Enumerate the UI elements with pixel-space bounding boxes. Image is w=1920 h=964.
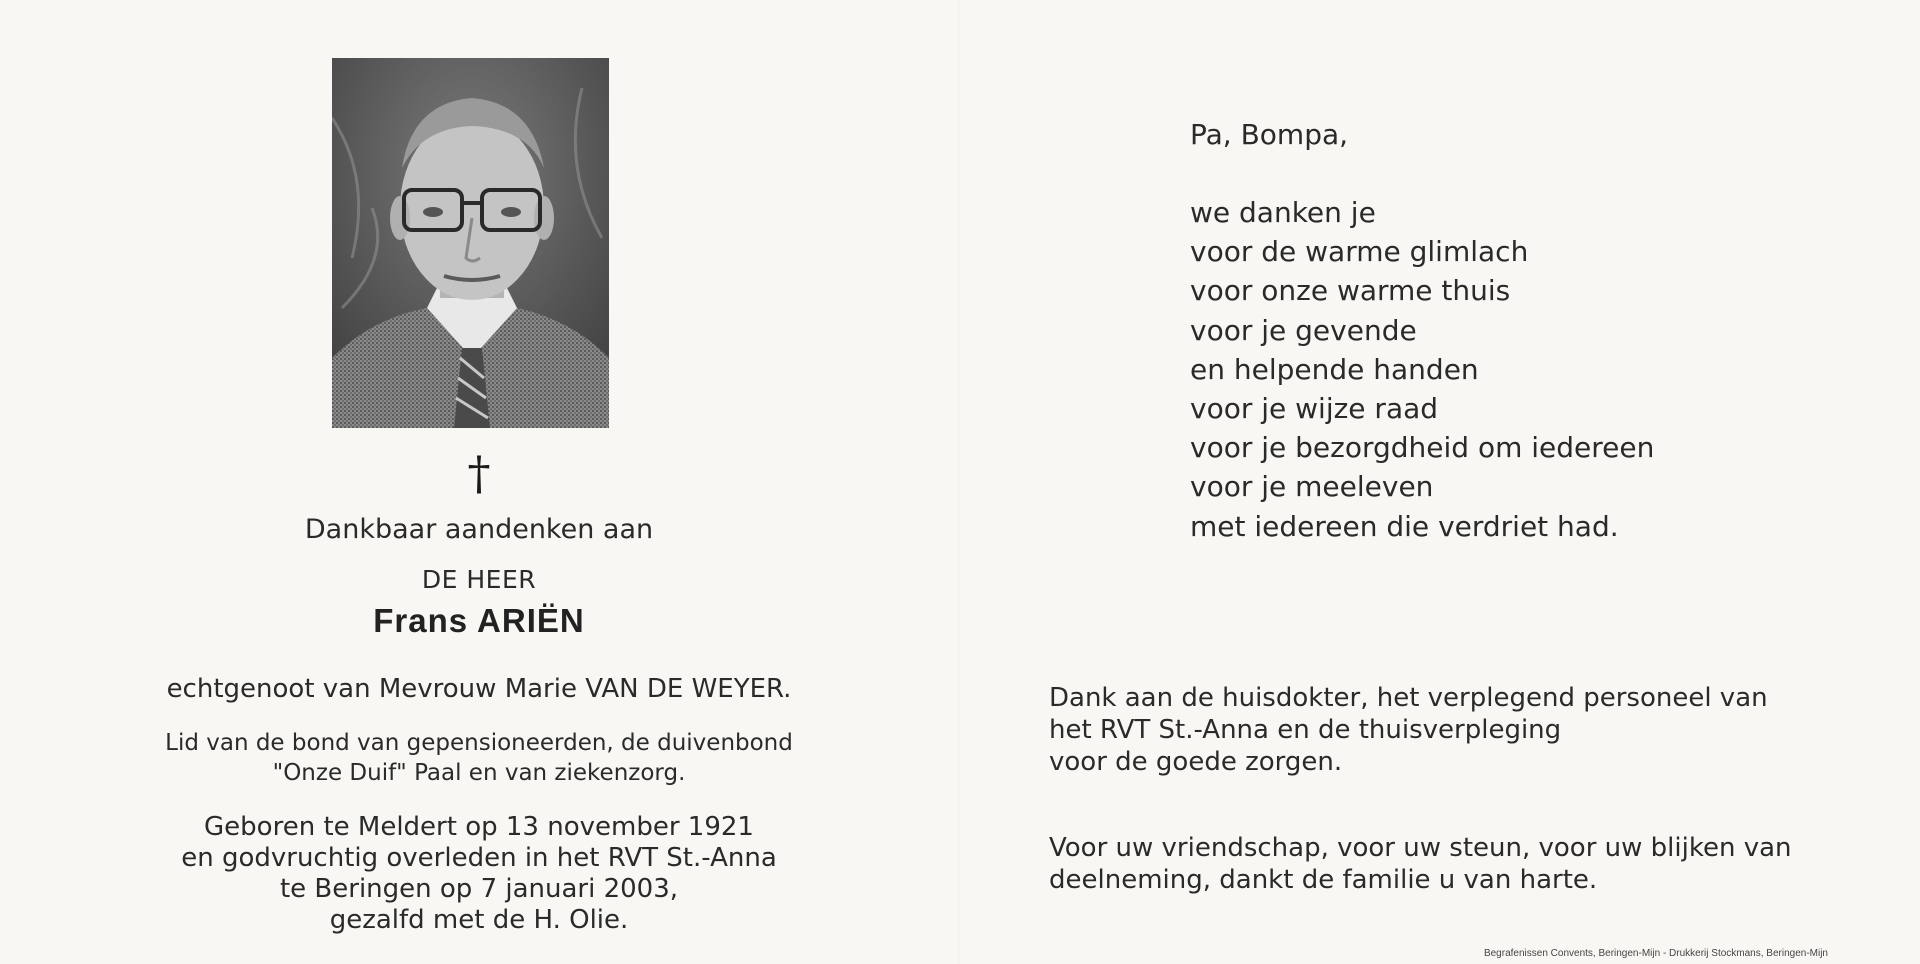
birth-death-line: Geboren te Meldert op 13 november 1921 <box>204 812 754 842</box>
birth-death-line: te Beringen op 7 januari 2003, <box>279 874 679 904</box>
care-thanks-line: Dank aan de huisdokter, het verplegend personeel van <box>1049 683 1768 713</box>
care-thanks-line: voor de goede zorgen. <box>1049 747 1343 777</box>
poem-line: voor je wijze raad <box>1190 392 1439 426</box>
right-page <box>960 0 1920 964</box>
poem-line: voor je gevende <box>1190 313 1417 347</box>
honorific-title: DE HEER <box>421 565 537 594</box>
birth-death-text <box>0 812 958 936</box>
poem-line: en helpende handen <box>1190 352 1479 386</box>
family-thanks-line: Voor uw vriendschap, voor uw steun, voor uw blijken van <box>1049 833 1792 863</box>
birth-death-line: en godvruchtig overleden in het RVT St.-Anna <box>181 843 777 873</box>
membership-text <box>0 728 958 788</box>
poem-line: voor je meeleven <box>1190 470 1434 504</box>
poem-line: voor onze warme thuis <box>1190 274 1511 308</box>
spouse-line: echtgenoot van Mevrouw Marie VAN DE WEYER. <box>166 674 792 704</box>
care-thanks-line: het RVT St.-Anna en de thuisverpleging <box>1049 715 1562 745</box>
care-thanks <box>1049 682 1768 778</box>
poem <box>1190 115 1654 546</box>
family-thanks-line: deelneming, dankt de familie u van harte. <box>1049 865 1598 895</box>
birth-death-line: gezalfd met de H. Olie. <box>329 905 629 935</box>
poem-greeting: Pa, Bompa, <box>1190 118 1349 151</box>
deceased-name: Frans ARIËN <box>373 602 585 639</box>
poem-line: voor je bezorgdheid om iedereen <box>1190 431 1655 465</box>
portrait-photo <box>332 58 609 428</box>
poem-line: voor de warme glimlach <box>1190 235 1529 269</box>
membership-line: "Onze Duif" Paal en van ziekenzorg. <box>272 760 686 786</box>
remembrance-line: Dankbaar aandenken aan <box>304 514 654 545</box>
family-thanks <box>1049 832 1792 896</box>
cross-icon: † <box>467 446 491 500</box>
printer-credit: Begrafenissen Convents, Beringen-Mijn - Drukkerij Stockmans, Beringen-Mijn <box>1483 948 1828 959</box>
membership-line: Lid van de bond van gepensioneerden, de duivenbond <box>165 730 793 756</box>
poem-line: we danken je <box>1190 196 1376 229</box>
left-page <box>0 0 958 964</box>
poem-line: met iedereen die verdriet had. <box>1190 509 1619 543</box>
